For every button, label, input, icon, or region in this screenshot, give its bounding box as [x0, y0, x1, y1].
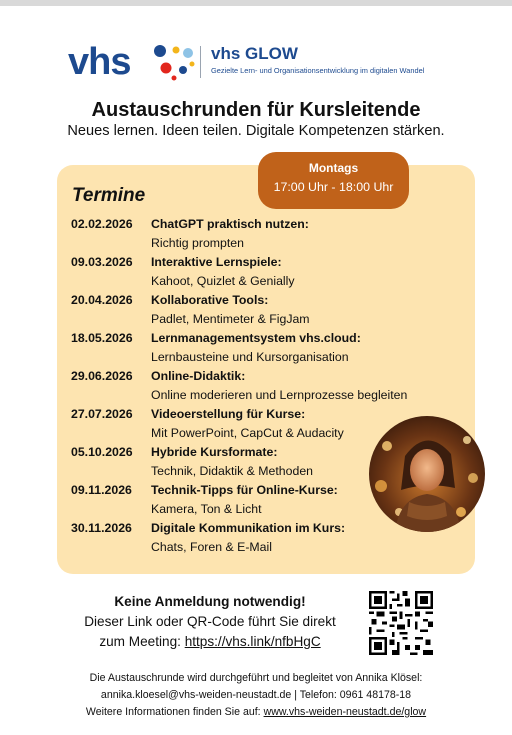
schedule-row: [71, 331, 471, 369]
schedule-desc: Technik, Didaktik & Methoden: [151, 464, 313, 478]
schedule-desc: Online moderieren und Lernprozesse begleiten: [151, 388, 408, 402]
schedule-topic: Digitale Kommunikation im Kurs:: [151, 521, 346, 535]
schedule-desc: Kamera, Ton & Licht: [151, 502, 262, 516]
badge-day: Montags: [308, 161, 359, 175]
qr-hint-text: Dieser Link oder QR-Code führt Sie direkt: [84, 614, 336, 629]
meeting-link-line: [60, 632, 360, 652]
schedule-desc: Lernbausteine und Kursorganisation: [151, 350, 349, 364]
schedule-desc: Padlet, Mentimeter & FigJam: [151, 312, 310, 326]
schedule-date: 02.02.2026: [71, 217, 133, 231]
logo-divider: [200, 46, 201, 78]
vhs-dots-icon: [152, 42, 196, 82]
badge-time: 17:00 Uhr - 18:00 Uhr: [273, 180, 394, 194]
schedule-date: 18.05.2026: [71, 331, 133, 345]
schedule-row: [71, 369, 471, 407]
schedule-date: 29.06.2026: [71, 369, 133, 383]
schedule-date: 05.10.2026: [71, 445, 133, 459]
meeting-link[interactable]: https://vhs.link/nfbHgC: [184, 634, 321, 649]
vhs-glow-logo: [68, 40, 458, 86]
qr-code-icon[interactable]: [369, 591, 433, 655]
schedule-desc: Kahoot, Quizlet & Genially: [151, 274, 295, 288]
schedule-topic: Online-Didaktik:: [151, 369, 246, 383]
schedule-topic: Interaktive Lernspiele:: [151, 255, 282, 269]
woman-with-lights-photo: [369, 416, 485, 532]
schedule-topic: Lernmanagementsystem vhs.cloud:: [151, 331, 361, 345]
time-badge: [258, 152, 409, 209]
vhs-wordmark: vhs: [68, 41, 131, 83]
schedule-topic: Videoerstellung für Kurse:: [151, 407, 306, 421]
schedule-date: 30.11.2026: [71, 521, 132, 535]
meeting-link-prefix: zum Meeting:: [99, 634, 185, 649]
schedule-desc: Richtig prompten: [151, 236, 244, 250]
schedule-row: [71, 293, 471, 331]
schedule-row: [71, 255, 471, 293]
page-title: Austauschrunden für Kursleitende: [91, 99, 421, 121]
schedule-topic: ChatGPT praktisch nutzen:: [151, 217, 309, 231]
schedule-date: 27.07.2026: [71, 407, 133, 421]
schedule-desc: Chats, Foren & E-Mail: [151, 540, 272, 554]
schedule-topic: Technik-Tipps für Online-Kurse:: [151, 483, 338, 497]
no-registration-text: Keine Anmeldung notwendig!: [114, 594, 306, 609]
meeting-info: [60, 592, 360, 652]
website-link[interactable]: www.vhs-weiden-neustadt.de/glow: [263, 706, 427, 718]
footer-more-info: [0, 704, 512, 721]
schedule-date: 09.11.2026: [71, 483, 132, 497]
schedule-topic: Hybride Kursformate:: [151, 445, 278, 459]
schedule-row: [71, 217, 471, 255]
schedule-date: 09.03.2026: [71, 255, 133, 269]
footer-more-info-prefix: Weitere Informationen finden Sie auf:: [85, 706, 264, 718]
schedule-topic: Kollaborative Tools:: [151, 293, 269, 307]
footer: [0, 670, 512, 721]
schedule-desc: Mit PowerPoint, CapCut & Audacity: [151, 426, 344, 440]
schedule-date: 20.04.2026: [71, 293, 133, 307]
top-border: [0, 0, 512, 6]
footer-organizer: Die Austauschrunde wird durchgeführt und begleitet von Annika Klösel:: [89, 672, 423, 684]
logo-title: vhs GLOW: [211, 44, 298, 63]
schedule-title: Termine: [72, 185, 146, 206]
logo-subtitle: Gezielte Lern- und Organisationsentwicklung im digitalen Wandel: [211, 66, 425, 75]
footer-contact: annika.kloesel@vhs-weiden-neustadt.de | Telefon: 0961 48178-18: [100, 689, 412, 701]
page-subtitle: Neues lernen. Ideen teilen. Digitale Kompetenzen stärken.: [67, 123, 445, 139]
